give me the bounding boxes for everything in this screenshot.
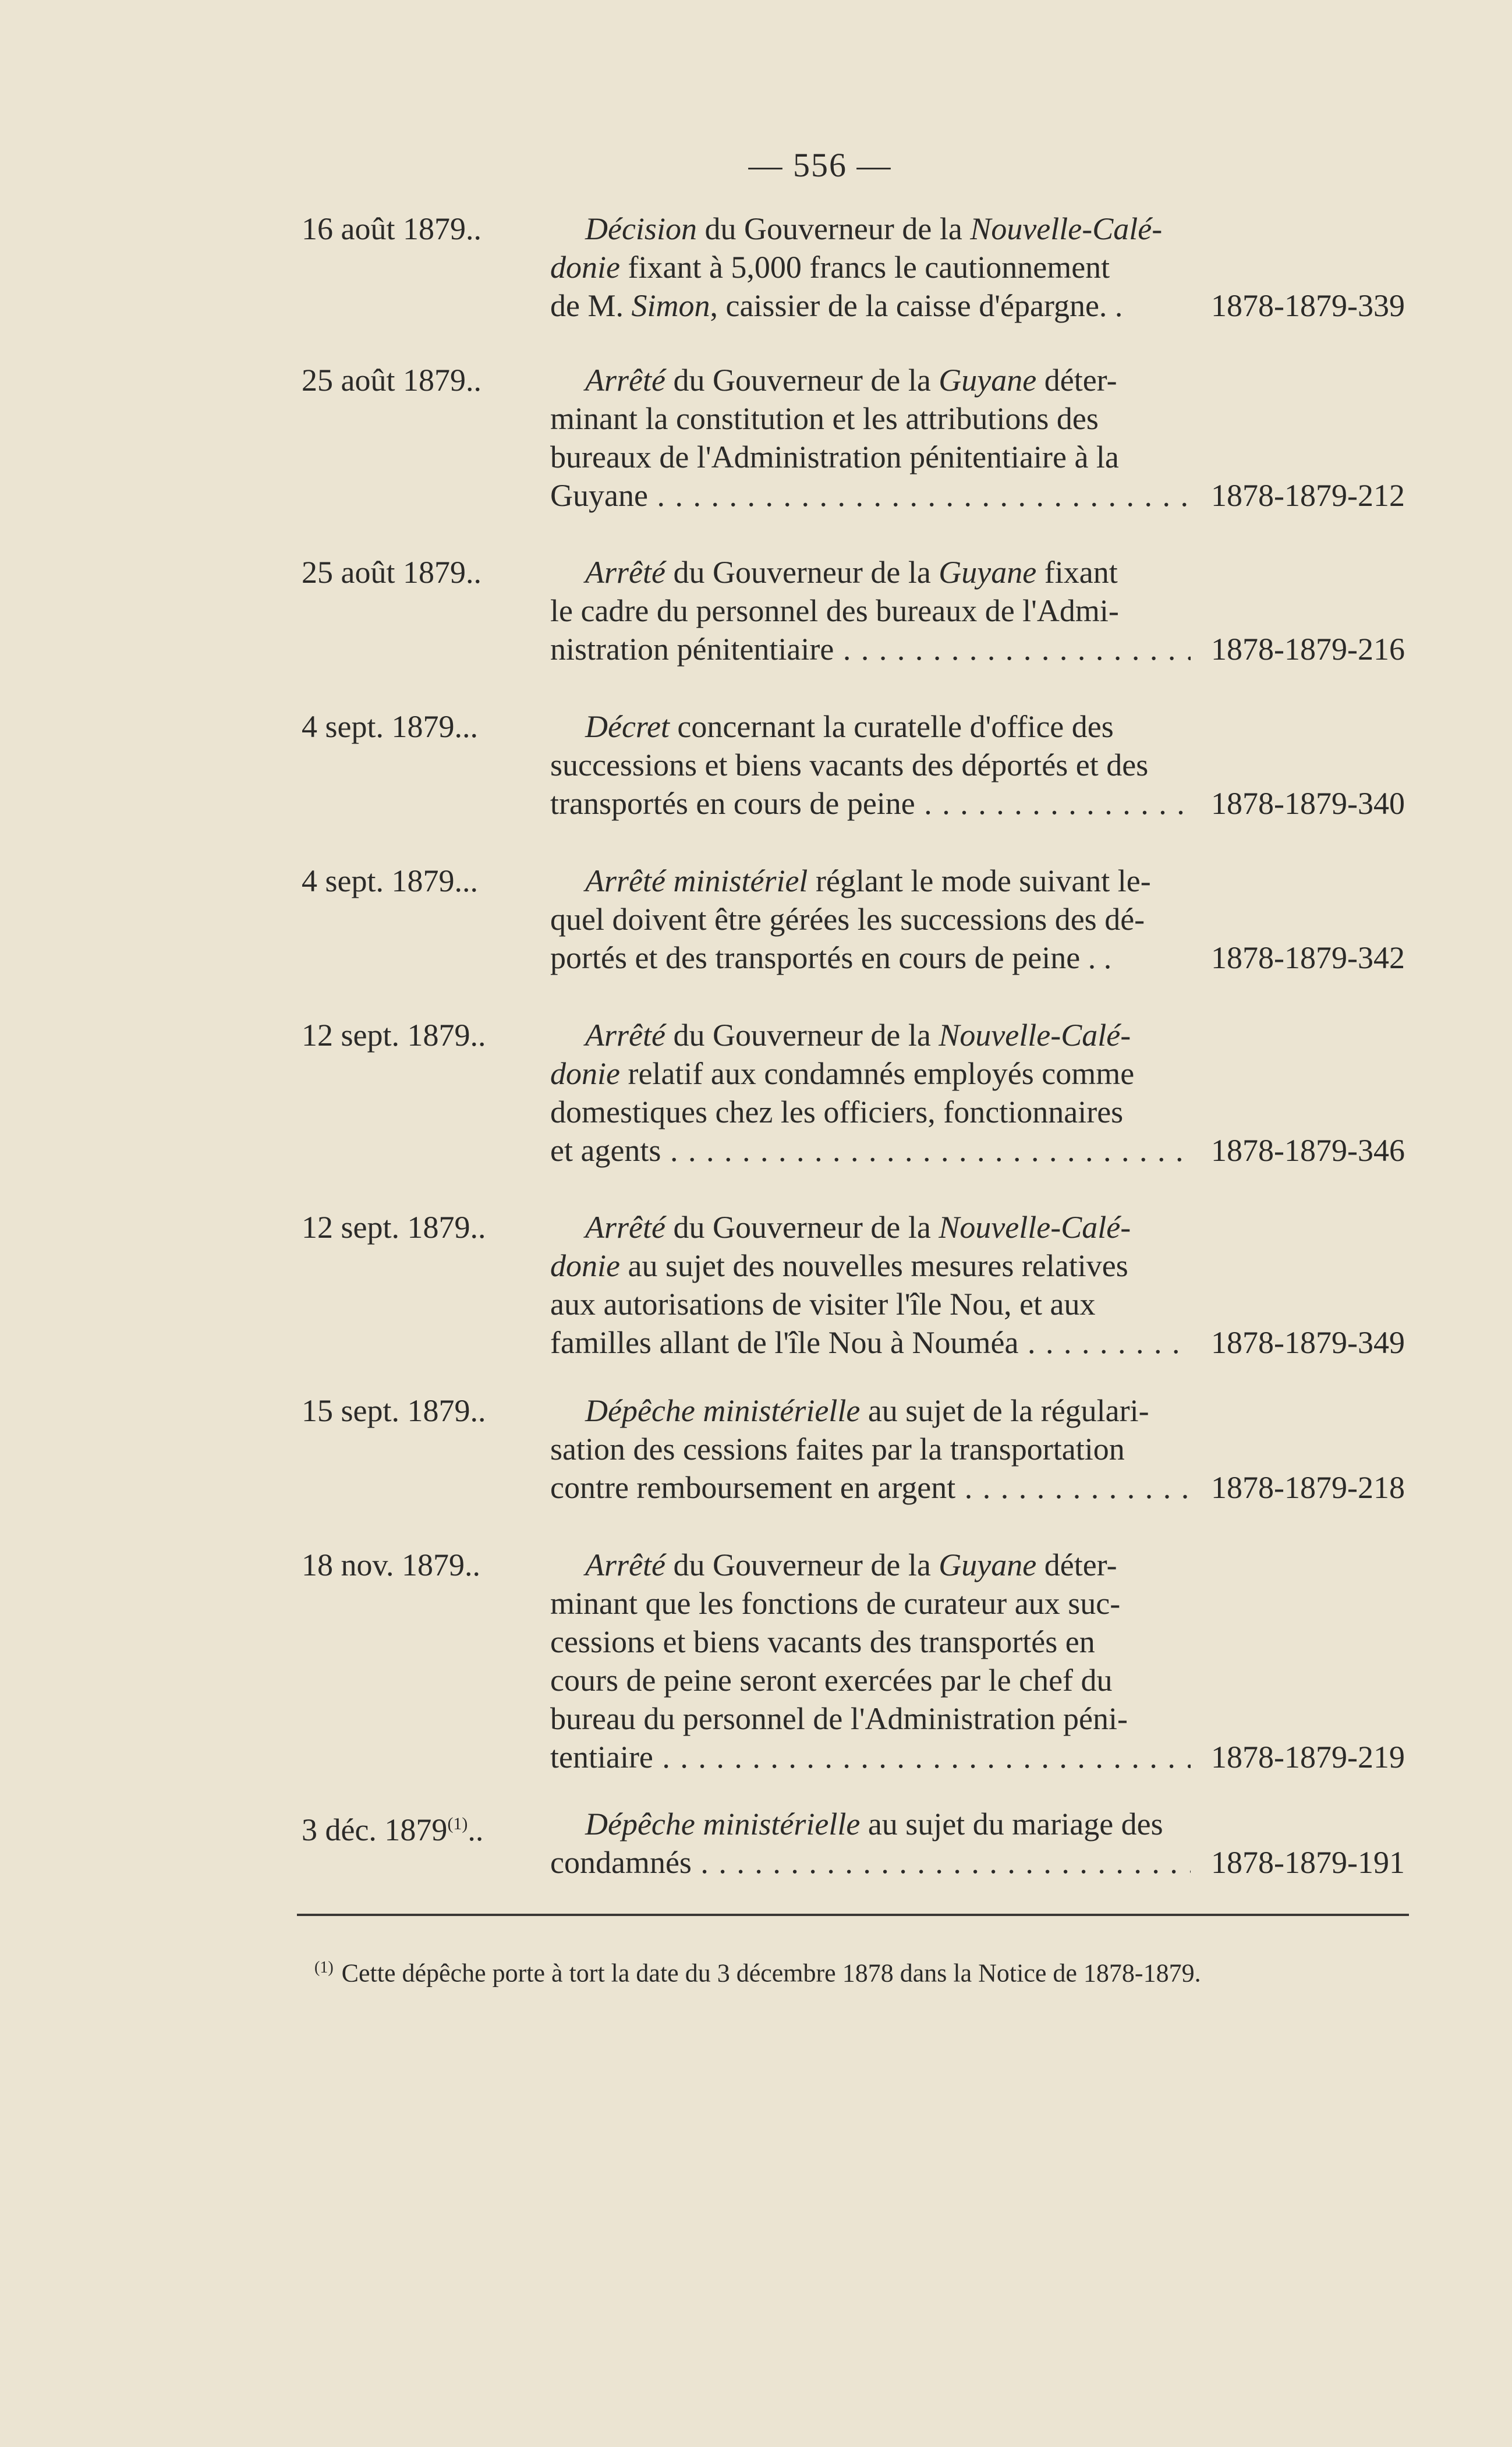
line-text: bureau du personnel de l'Administration péni-: [550, 1701, 1128, 1736]
entry-reference: 1878-1879-346: [1205, 1131, 1405, 1170]
entry-line: [550, 1546, 1191, 1584]
entry-line: [550, 862, 1191, 900]
entry-line: [550, 1468, 1191, 1507]
line-text: portés et des transportés en cours de peine . .: [550, 940, 1112, 975]
entry-line: [550, 1584, 1191, 1623]
entry-reference: 1878-1879-342: [1205, 939, 1405, 977]
line-text: du Gouverneur de la: [665, 1210, 939, 1245]
entry-line: [550, 1054, 1191, 1093]
line-text: du Gouverneur de la: [665, 363, 939, 398]
italic-text: Nouvelle-Calé-: [939, 1018, 1131, 1053]
entry-line: [550, 1843, 1191, 1882]
entry: [0, 210, 1512, 384]
entry-date-text: 4 sept. 1879...: [302, 709, 478, 744]
entry-line: [550, 900, 1191, 939]
entry: [0, 862, 1512, 1036]
line-text: déter-: [1036, 1547, 1117, 1582]
footnote-reference: (1): [447, 1814, 468, 1833]
italic-text: Arrêté: [585, 363, 665, 398]
entry-reference: 1878-1879-349: [1205, 1323, 1405, 1362]
entry-description: [550, 1016, 1191, 1170]
entry-date: [302, 1546, 480, 1584]
entry-date: [302, 1208, 486, 1246]
entry-line: [550, 1391, 1191, 1430]
entry-date: [302, 707, 478, 746]
line-text: du Gouverneur de la: [665, 1547, 939, 1582]
italic-text: Nouvelle-Calé-: [970, 211, 1163, 246]
line-text: contre remboursement en argent: [550, 1470, 956, 1505]
entry-line: [550, 286, 1191, 325]
entry-line: [550, 1661, 1191, 1699]
line-text: réglant le mode suivant le-: [808, 863, 1151, 898]
line-text: minant que les fonctions de curateur aux suc-: [550, 1586, 1121, 1621]
entry: [0, 1391, 1512, 1566]
entry: [0, 1546, 1512, 1775]
italic-text: donie: [550, 250, 620, 285]
italic-text: Arrêté: [585, 1210, 665, 1245]
entry-line: [550, 746, 1191, 784]
line-text: familles allant de l'île Nou à Nouméa: [550, 1325, 1019, 1360]
line-text: le cadre du personnel des bureaux de l'Admi-: [550, 593, 1119, 628]
entry-description: [550, 862, 1191, 977]
footnote-text: Cette dépêche porte à tort la date du 3 décembre 1878 dans la Notice de 1878-1879.: [341, 1959, 1201, 1988]
entry-date-text: 25 août 1879..: [302, 555, 481, 590]
entry-date: [302, 862, 478, 900]
entry-reference: 1878-1879-191: [1205, 1843, 1405, 1882]
entry-date-text: 3 déc. 1879: [302, 1812, 448, 1847]
entry-description: [550, 1391, 1191, 1507]
italic-text: Dépêche ministérielle: [585, 1807, 861, 1842]
entry-description: [550, 707, 1191, 823]
line-text: relatif aux condamnés employés comme: [619, 1056, 1135, 1091]
entry-date-text: 16 août 1879..: [302, 211, 481, 246]
entry-date-tail: ..: [468, 1812, 484, 1847]
italic-text: donie: [550, 1248, 620, 1283]
entry-date: [302, 1805, 483, 1849]
line-text: nistration pénitentiaire: [550, 632, 834, 667]
entry-line: [550, 476, 1191, 515]
entry-description: [550, 1546, 1191, 1776]
line-text: fixant à 5,000 francs le cautionnement: [619, 250, 1110, 285]
entry-date: [302, 210, 481, 248]
entry-line: [550, 592, 1191, 630]
entry-date-text: 12 sept. 1879..: [302, 1018, 486, 1053]
entry-line: [550, 248, 1191, 286]
line-text: fixant: [1036, 555, 1118, 590]
entry-line: [550, 1323, 1191, 1362]
entry-line: [550, 707, 1191, 746]
line-text: cessions et biens vacants des transportés en: [550, 1624, 1095, 1659]
footnote-mark: (1): [314, 1959, 334, 1977]
line-text: et agents: [550, 1133, 661, 1168]
line-text: au sujet du mariage des: [860, 1807, 1163, 1842]
entry-date-text: 15 sept. 1879..: [302, 1393, 486, 1428]
entry-line: [550, 210, 1191, 248]
line-text: cours de peine seront exercées par le chef du: [550, 1663, 1113, 1698]
entry-date: [302, 553, 481, 592]
entry-reference: 1878-1879-340: [1205, 784, 1405, 823]
footnote-rule: [297, 1914, 1409, 1916]
line-text: quel doivent être gérées les successions des dé-: [550, 902, 1145, 937]
entry-line: [550, 1623, 1191, 1661]
entry-line: [550, 1285, 1191, 1323]
line-text: du Gouverneur de la: [696, 211, 971, 246]
entry-line: [550, 1246, 1191, 1285]
line-text: transportés en cours de peine: [550, 786, 915, 821]
italic-text: Guyane: [939, 1547, 1037, 1582]
entry-date: [302, 1391, 486, 1430]
entry-line: [550, 553, 1191, 592]
entry-line: [550, 1131, 1191, 1170]
entry-line: [550, 784, 1191, 823]
line-text: , caissier de la caisse d'épargne. .: [710, 288, 1123, 323]
entry-reference: 1878-1879-219: [1205, 1738, 1405, 1776]
entry-date-text: 25 août 1879..: [302, 363, 481, 398]
entry-date-text: 4 sept. 1879...: [302, 863, 478, 898]
entry-line: [550, 1699, 1191, 1738]
entry-line: [550, 1093, 1191, 1131]
entry: [0, 1208, 1512, 1383]
entry-date-text: 18 nov. 1879..: [302, 1547, 480, 1582]
entry-reference: 1878-1879-216: [1205, 630, 1405, 668]
page-number: — 556 —: [748, 146, 892, 184]
italic-text: Arrêté: [585, 555, 665, 590]
line-text: Guyane: [550, 478, 648, 513]
entry-line: [550, 399, 1191, 438]
entry-reference: 1878-1879-339: [1205, 286, 1405, 325]
entry-line: [550, 939, 1191, 977]
entry: [0, 361, 1512, 536]
italic-text: Dépêche ministérielle: [585, 1393, 861, 1428]
entry-description: [550, 210, 1191, 325]
line-text: du Gouverneur de la: [665, 1018, 939, 1053]
entry-line: [550, 1016, 1191, 1054]
line-text: successions et biens vacants des déportés et des: [550, 748, 1149, 782]
italic-text: Nouvelle-Calé-: [939, 1210, 1131, 1245]
entry-date: [302, 1016, 486, 1054]
entry-reference: 1878-1879-212: [1205, 476, 1405, 515]
line-text: de M.: [550, 288, 632, 323]
italic-text: Simon: [631, 288, 710, 323]
line-text: minant la constitution et les attributions des: [550, 401, 1099, 436]
entry-line: [550, 1208, 1191, 1246]
entry-date: [302, 361, 481, 399]
italic-text: Arrêté: [585, 1547, 665, 1582]
entry-description: [550, 553, 1191, 668]
entry-line: [550, 1738, 1191, 1776]
line-text: du Gouverneur de la: [665, 555, 939, 590]
entry-description: [550, 361, 1191, 515]
entry: [0, 1016, 1512, 1191]
italic-text: Arrêté ministériel: [585, 863, 808, 898]
line-text: bureaux de l'Administration pénitentiaire à la: [550, 440, 1119, 474]
italic-text: Guyane: [939, 555, 1037, 590]
entry-line: [550, 361, 1191, 399]
entry: [0, 707, 1512, 882]
entry-reference: 1878-1879-218: [1205, 1468, 1405, 1507]
entry-description: [550, 1805, 1191, 1882]
line-text: concernant la curatelle d'office des: [669, 709, 1114, 744]
entry-line: [550, 438, 1191, 476]
entry: [0, 553, 1512, 728]
entry-line: [550, 630, 1191, 668]
entry-date-text: 12 sept. 1879..: [302, 1210, 486, 1245]
italic-text: Décision: [585, 211, 697, 246]
entry-description: [550, 1208, 1191, 1362]
line-text: tentiaire: [550, 1740, 653, 1775]
italic-text: Décret: [585, 709, 670, 744]
line-text: déter-: [1036, 363, 1117, 398]
line-text: domestiques chez les officiers, fonctionnaires: [550, 1095, 1124, 1129]
line-text: au sujet des nouvelles mesures relatives: [619, 1248, 1128, 1283]
italic-text: Guyane: [939, 363, 1037, 398]
entry-line: [550, 1430, 1191, 1468]
italic-text: donie: [550, 1056, 620, 1091]
entry-line: [550, 1805, 1191, 1843]
line-text: condamnés: [550, 1845, 692, 1880]
italic-text: Arrêté: [585, 1018, 665, 1053]
line-text: aux autorisations de visiter l'île Nou, et aux: [550, 1287, 1096, 1322]
footnote: [314, 1952, 1201, 1990]
line-text: au sujet de la régulari-: [860, 1393, 1149, 1428]
line-text: sation des cessions faites par la transportation: [550, 1432, 1125, 1467]
